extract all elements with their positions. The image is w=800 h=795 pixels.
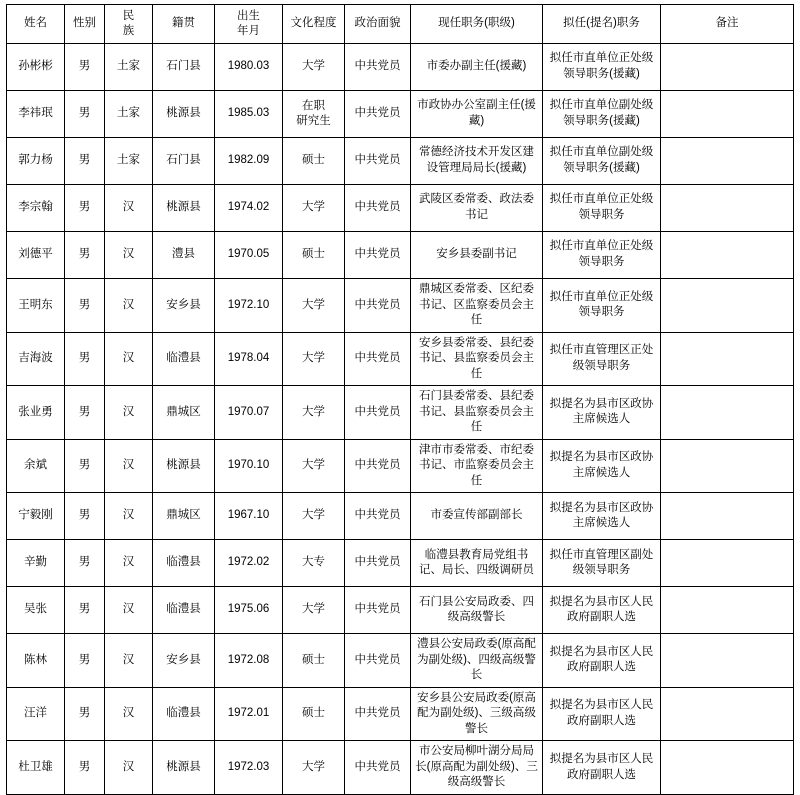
cell-name: 余斌 xyxy=(7,439,65,493)
cell-remarks xyxy=(661,44,794,91)
cell-political-status: 中共党员 xyxy=(345,138,411,185)
cell-remarks xyxy=(661,185,794,232)
cell-proposed-position: 拟任市直单位正处级领导职务 xyxy=(543,232,661,279)
cell-proposed-position: 拟提名为县市区人民政府副职人选 xyxy=(543,741,661,795)
cell-current-position: 安乡县公安局政委(原高配为副处级)、三级高级警长 xyxy=(411,687,543,741)
cell-political-status: 中共党员 xyxy=(345,540,411,587)
column-header-name: 姓名 xyxy=(7,5,65,44)
cell-education: 大学 xyxy=(283,386,345,440)
column-header-birth-line2: 年月 xyxy=(237,25,260,37)
cell-current-position: 市委办副主任(援藏) xyxy=(411,44,543,91)
cell-political-status: 中共党员 xyxy=(345,386,411,440)
cell-ethnicity: 汉 xyxy=(105,493,153,540)
cell-name: 杜卫雄 xyxy=(7,741,65,795)
cell-proposed-position: 拟提名为县市区政协主席候选人 xyxy=(543,439,661,493)
cell-birth-date: 1978.04 xyxy=(215,332,283,386)
cell-current-position: 市公安局柳叶湖分局局长(原高配为副处级)、三级高级警长 xyxy=(411,741,543,795)
cell-name: 辛勤 xyxy=(7,540,65,587)
table-row xyxy=(7,587,794,634)
column-header-education: 文化程度 xyxy=(283,5,345,44)
table-row xyxy=(7,687,794,741)
cell-education: 大学 xyxy=(283,741,345,795)
cell-birth-date: 1980.03 xyxy=(215,44,283,91)
column-header-birth-line1: 出生 xyxy=(237,10,260,23)
cell-remarks xyxy=(661,232,794,279)
cell-education: 大学 xyxy=(283,279,345,333)
table-row xyxy=(7,741,794,795)
cell-origin: 临澧县 xyxy=(153,540,215,587)
cell-education: 大专 xyxy=(283,540,345,587)
cell-education: 大学 xyxy=(283,44,345,91)
cell-ethnicity: 土家 xyxy=(105,138,153,185)
cell-sex: 男 xyxy=(65,540,105,587)
cell-education: 硕士 xyxy=(283,634,345,688)
cell-name: 王明东 xyxy=(7,279,65,333)
table-row xyxy=(7,540,794,587)
cell-sex: 男 xyxy=(65,185,105,232)
cell-proposed-position: 拟任市直管理区副处级领导职务 xyxy=(543,540,661,587)
cell-remarks xyxy=(661,634,794,688)
cell-ethnicity: 汉 xyxy=(105,741,153,795)
table-row xyxy=(7,279,794,333)
cell-birth-date: 1972.01 xyxy=(215,687,283,741)
cell-remarks xyxy=(661,687,794,741)
cell-name: 陈林 xyxy=(7,634,65,688)
cell-origin: 安乡县 xyxy=(153,279,215,333)
cell-birth-date: 1974.02 xyxy=(215,185,283,232)
cell-current-position: 临澧县教育局党组书记、局长、四级调研员 xyxy=(411,540,543,587)
cell-birth-date: 1970.05 xyxy=(215,232,283,279)
cell-name: 孙彬彬 xyxy=(7,44,65,91)
cell-remarks xyxy=(661,91,794,138)
cell-ethnicity: 汉 xyxy=(105,540,153,587)
cell-sex: 男 xyxy=(65,493,105,540)
cell-sex: 男 xyxy=(65,279,105,333)
cell-name: 李祎珉 xyxy=(7,91,65,138)
cell-political-status: 中共党员 xyxy=(345,332,411,386)
cell-proposed-position: 拟提名为县市区人民政府副职人选 xyxy=(543,687,661,741)
cell-birth-date: 1972.10 xyxy=(215,279,283,333)
cell-birth-date: 1975.06 xyxy=(215,587,283,634)
cell-education: 硕士 xyxy=(283,138,345,185)
cell-sex: 男 xyxy=(65,91,105,138)
cell-education: 大学 xyxy=(283,587,345,634)
column-header-political-status: 政治面貌 xyxy=(345,5,411,44)
column-header-sex: 性别 xyxy=(65,5,105,44)
cell-ethnicity: 汉 xyxy=(105,587,153,634)
column-header-origin: 籍贯 xyxy=(153,5,215,44)
cell-sex: 男 xyxy=(65,386,105,440)
column-header-ethnicity-line1: 民 xyxy=(122,10,135,23)
cell-birth-date: 1982.09 xyxy=(215,138,283,185)
cell-political-status: 中共党员 xyxy=(345,232,411,279)
cell-political-status: 中共党员 xyxy=(345,439,411,493)
table-row xyxy=(7,91,794,138)
cell-sex: 男 xyxy=(65,687,105,741)
table-row xyxy=(7,386,794,440)
cell-ethnicity: 汉 xyxy=(105,232,153,279)
cell-name: 汪洋 xyxy=(7,687,65,741)
cell-birth-date: 1970.07 xyxy=(215,386,283,440)
cell-education: 大学 xyxy=(283,332,345,386)
cell-ethnicity: 汉 xyxy=(105,332,153,386)
cell-current-position: 鼎城区委常委、区纪委书记、区监察委员会主任 xyxy=(411,279,543,333)
cell-name: 吉海波 xyxy=(7,332,65,386)
table-row xyxy=(7,44,794,91)
cell-proposed-position: 拟任市直单位副处级领导职务(援藏) xyxy=(543,138,661,185)
cell-remarks xyxy=(661,493,794,540)
cell-remarks xyxy=(661,540,794,587)
cell-origin: 临澧县 xyxy=(153,587,215,634)
cell-education: 硕士 xyxy=(283,232,345,279)
cell-ethnicity: 汉 xyxy=(105,185,153,232)
cell-sex: 男 xyxy=(65,587,105,634)
cell-political-status: 中共党员 xyxy=(345,185,411,232)
cell-sex: 男 xyxy=(65,332,105,386)
cell-remarks xyxy=(661,332,794,386)
cell-current-position: 安乡县委常委、县纪委书记、县监察委员会主任 xyxy=(411,332,543,386)
cell-ethnicity: 汉 xyxy=(105,279,153,333)
cell-origin: 临澧县 xyxy=(153,332,215,386)
cell-sex: 男 xyxy=(65,439,105,493)
cell-political-status: 中共党员 xyxy=(345,493,411,540)
table-row xyxy=(7,493,794,540)
cell-birth-date: 1972.03 xyxy=(215,741,283,795)
cell-remarks xyxy=(661,386,794,440)
cell-proposed-position: 拟任市直单位正处级领导职务 xyxy=(543,185,661,232)
table-row xyxy=(7,332,794,386)
cell-current-position: 石门县委常委、县纪委书记、县监察委员会主任 xyxy=(411,386,543,440)
cell-sex: 男 xyxy=(65,232,105,279)
cell-education: 硕士 xyxy=(283,687,345,741)
cell-sex: 男 xyxy=(65,634,105,688)
cell-education: 大学 xyxy=(283,439,345,493)
cell-origin: 石门县 xyxy=(153,44,215,91)
cell-proposed-position: 拟任市直管理区正处级领导职务 xyxy=(543,332,661,386)
table-row xyxy=(7,138,794,185)
cell-sex: 男 xyxy=(65,44,105,91)
cell-current-position: 澧县公安局政委(原高配为副处级)、四级高级警长 xyxy=(411,634,543,688)
cell-ethnicity: 土家 xyxy=(105,91,153,138)
cell-sex: 男 xyxy=(65,138,105,185)
cell-education: 大学 xyxy=(283,185,345,232)
cell-political-status: 中共党员 xyxy=(345,587,411,634)
cell-name: 李宗翰 xyxy=(7,185,65,232)
cell-current-position: 常德经济技术开发区建设管理局局长(援藏) xyxy=(411,138,543,185)
cell-current-position: 石门县公安局政委、四级高级警长 xyxy=(411,587,543,634)
cell-origin: 安乡县 xyxy=(153,634,215,688)
cell-proposed-position: 拟任市直单位副处级领导职务(援藏) xyxy=(543,91,661,138)
table-body xyxy=(7,44,794,795)
cell-name: 张业勇 xyxy=(7,386,65,440)
cell-ethnicity: 汉 xyxy=(105,634,153,688)
cell-birth-date: 1972.08 xyxy=(215,634,283,688)
cell-origin: 鼎城区 xyxy=(153,386,215,440)
cell-proposed-position: 拟提名为县市区人民政府副职人选 xyxy=(543,634,661,688)
cell-current-position: 安乡县委副书记 xyxy=(411,232,543,279)
cell-origin: 桃源县 xyxy=(153,741,215,795)
table-row xyxy=(7,185,794,232)
cell-origin: 鼎城区 xyxy=(153,493,215,540)
cell-origin: 临澧县 xyxy=(153,687,215,741)
cadre-appointment-table xyxy=(6,4,794,795)
cell-current-position: 市委宣传部副部长 xyxy=(411,493,543,540)
cell-political-status: 中共党员 xyxy=(345,687,411,741)
cell-proposed-position: 拟提名为县市区政协主席候选人 xyxy=(543,386,661,440)
cell-education: 大学 xyxy=(283,493,345,540)
column-header-current-position: 现任职务(职级) xyxy=(411,5,543,44)
cell-name: 刘德平 xyxy=(7,232,65,279)
cell-origin: 桃源县 xyxy=(153,91,215,138)
column-header-birth xyxy=(215,5,283,44)
cell-origin: 石门县 xyxy=(153,138,215,185)
cell-origin: 澧县 xyxy=(153,232,215,279)
cell-name: 郭力杨 xyxy=(7,138,65,185)
cell-proposed-position: 拟任市直单位正处级领导职务 xyxy=(543,279,661,333)
cell-birth-date: 1970.10 xyxy=(215,439,283,493)
cell-remarks xyxy=(661,439,794,493)
cell-proposed-position: 拟提名为县市区人民政府副职人选 xyxy=(543,587,661,634)
cell-remarks xyxy=(661,587,794,634)
cell-ethnicity: 汉 xyxy=(105,439,153,493)
cell-sex: 男 xyxy=(65,741,105,795)
cell-origin: 桃源县 xyxy=(153,439,215,493)
cell-birth-date: 1972.02 xyxy=(215,540,283,587)
cell-birth-date: 1985.03 xyxy=(215,91,283,138)
cell-education: 在职 研究生 xyxy=(283,91,345,138)
cell-ethnicity: 汉 xyxy=(105,386,153,440)
column-header-remarks: 备注 xyxy=(661,5,794,44)
column-header-proposed-position: 拟任(提名)职务 xyxy=(543,5,661,44)
table-header xyxy=(7,5,794,44)
table-row xyxy=(7,439,794,493)
cell-ethnicity: 土家 xyxy=(105,44,153,91)
cell-name: 宁毅刚 xyxy=(7,493,65,540)
column-header-ethnicity xyxy=(105,5,153,44)
cell-current-position: 津市市委常委、市纪委书记、市监察委员会主任 xyxy=(411,439,543,493)
cell-current-position: 市政协办公室副主任(援藏) xyxy=(411,91,543,138)
table-row xyxy=(7,232,794,279)
cell-remarks xyxy=(661,138,794,185)
cell-political-status: 中共党员 xyxy=(345,279,411,333)
cell-political-status: 中共党员 xyxy=(345,741,411,795)
cell-name: 吴张 xyxy=(7,587,65,634)
cell-ethnicity: 汉 xyxy=(105,687,153,741)
cell-political-status: 中共党员 xyxy=(345,634,411,688)
header-row xyxy=(7,5,794,44)
cell-remarks xyxy=(661,741,794,795)
table-row xyxy=(7,634,794,688)
cell-birth-date: 1967.10 xyxy=(215,493,283,540)
cell-political-status: 中共党员 xyxy=(345,91,411,138)
column-header-ethnicity-line2: 族 xyxy=(122,25,135,37)
cell-proposed-position: 拟任市直单位正处级领导职务(援藏) xyxy=(543,44,661,91)
cell-origin: 桃源县 xyxy=(153,185,215,232)
cell-proposed-position: 拟提名为县市区政协主席候选人 xyxy=(543,493,661,540)
cell-current-position: 武陵区委常委、政法委书记 xyxy=(411,185,543,232)
cell-political-status: 中共党员 xyxy=(345,44,411,91)
cell-remarks xyxy=(661,279,794,333)
